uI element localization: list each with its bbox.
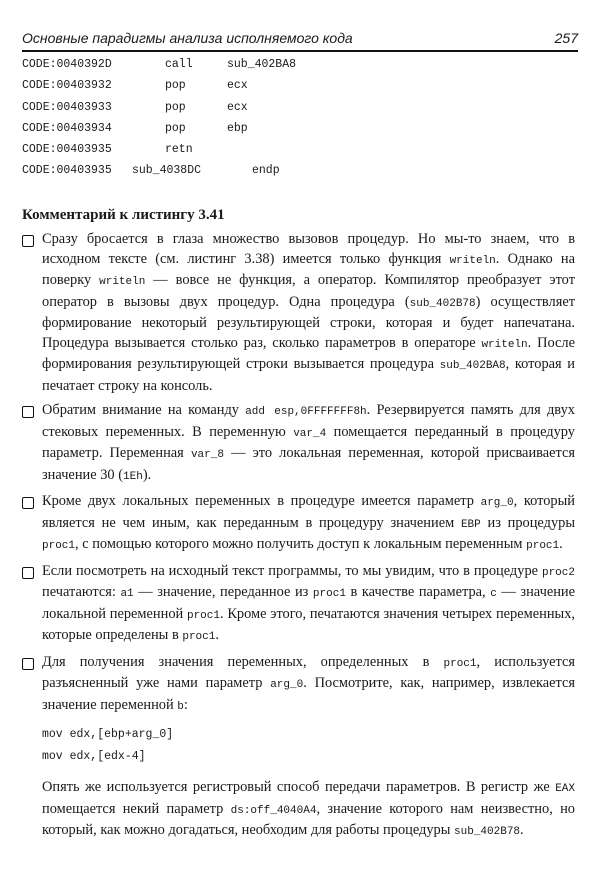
code-address: CODE:00403935 bbox=[22, 164, 112, 178]
closing-paragraph: Опять же используется регистровый способ передачи параметров. В регистр же EAX помещается некий параметр ds:off_4040A4, значение которого нам неизвестно, но который, как можно догадаться, необходим для работы процедуры sub_402B78. bbox=[42, 779, 575, 838]
code-operand: ecx bbox=[227, 100, 248, 114]
item-text: Обратим внимание на команду add esp,0FFFFFFF8h. Резервируется память для двух стековых переменных. В переменную var_4 помещается переданный в процедуру параметр. Переменная var_8 — это локальная переменная, которой присваивается значение 30 (1Eh). bbox=[42, 402, 575, 483]
checkbox-bullet-icon bbox=[22, 658, 34, 670]
item-text: Кроме двух локальных переменных в процедуре имеется параметр arg_0, который является не чем иным, как переданным в процедуру значением EBP из процедуры proc1, с помощью которого можно получить доступ к локальным переменным proc1. bbox=[42, 493, 575, 552]
code-operand: endp bbox=[252, 164, 280, 178]
code-operand: ebp bbox=[227, 121, 248, 135]
item-text: Сразу бросается в глаза множество вызовов процедур. Но мы-то знаем, что в исходном тексте (см. листинг 3.38) имеется только функция writeln. Однако на поверку writeln — вовсе не функция, а оператор. Компилятор преобразует этот оператор в вызовы двух процедур. Одна процедура (sub_402B78) осуществляет формирование некоторый результирующей строки, которая и будет напечатана. Процедура вызывается столько раз, сколько параметров в операторе writeln. После формирования результирующей строки вызывается процедура sub_402BA8, которая и печатает строку на консоль. bbox=[42, 231, 576, 394]
list-item bbox=[22, 401, 575, 487]
code-operand: ecx bbox=[227, 79, 248, 93]
code-line: mov edx,[ebp+arg_0] bbox=[42, 728, 174, 741]
code-operand: sub_402BA8 bbox=[227, 58, 297, 71]
code-label: sub_4038DC bbox=[132, 164, 202, 178]
code-address: CODE:00403932 bbox=[22, 79, 112, 93]
comment-list bbox=[22, 230, 575, 843]
list-item bbox=[22, 230, 575, 396]
code-mnemonic: pop bbox=[165, 100, 186, 114]
running-header bbox=[22, 28, 578, 52]
item-text: Если посмотреть на исходный текст программы, то мы увидим, что в процедуре proc2 печатаются: a1 — значение, переданное из proc1 в качестве параметра, c — значение локальной переменной proc1. Кроме этого, печатаются значения четырех переменных, которые определены в proc1. bbox=[42, 562, 575, 643]
code-line: mov edx,[edx-4] bbox=[42, 750, 146, 763]
code-address: CODE:0040392D bbox=[22, 58, 112, 71]
page-number: 257 bbox=[554, 30, 578, 46]
checkbox-bullet-icon bbox=[22, 497, 34, 509]
checkbox-bullet-icon bbox=[22, 235, 34, 247]
list-item bbox=[22, 492, 575, 557]
item-text: Для получения значения переменных, определенных в proc1, используется разъясненный уже нами параметр arg_0. Посмотрите, как, например, извлекается значение переменной b: bbox=[42, 653, 576, 713]
code-mnemonic: pop bbox=[165, 121, 186, 135]
section-heading: Комментарий к листингу 3.41 bbox=[22, 207, 225, 223]
checkbox-bullet-icon bbox=[22, 567, 34, 579]
chapter-title: Основные парадигмы анализа исполняемого кода bbox=[22, 30, 353, 46]
checkbox-bullet-icon bbox=[22, 406, 34, 418]
code-address: CODE:00403935 bbox=[22, 143, 112, 157]
code-address: CODE:00403933 bbox=[22, 100, 112, 114]
inline-code-block bbox=[42, 724, 575, 768]
code-mnemonic: pop bbox=[165, 79, 186, 93]
list-item bbox=[22, 653, 575, 718]
list-item bbox=[22, 562, 575, 648]
code-mnemonic: retn bbox=[165, 143, 193, 157]
code-address: CODE:00403934 bbox=[22, 121, 112, 135]
code-mnemonic: call bbox=[165, 58, 193, 71]
